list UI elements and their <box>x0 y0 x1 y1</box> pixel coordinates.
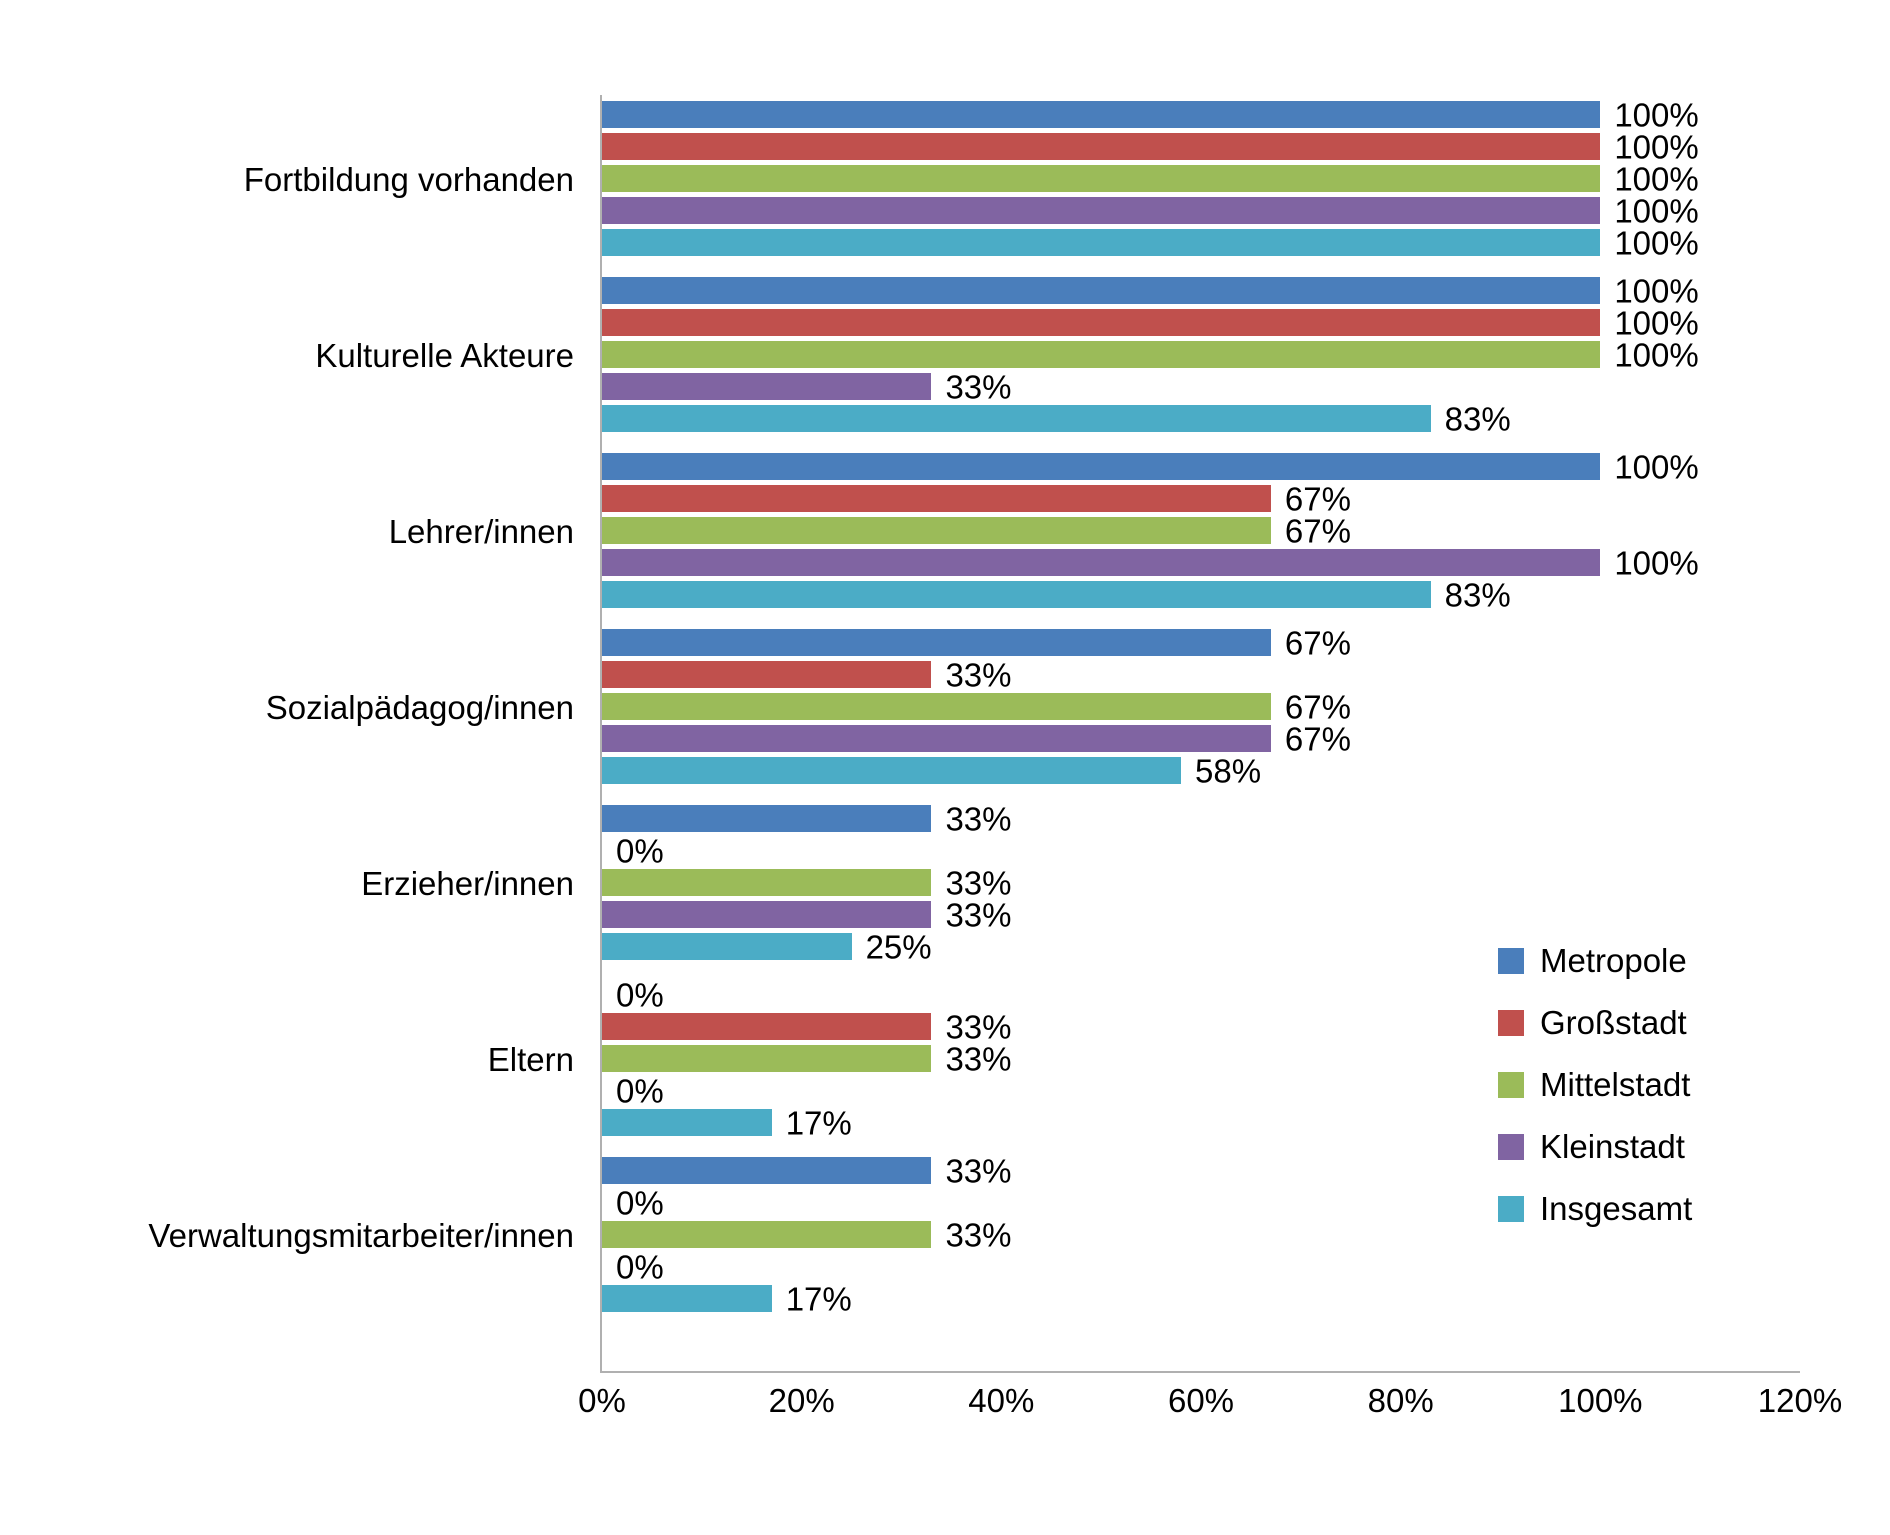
bar-row <box>602 368 1800 405</box>
bar-metropole <box>602 629 1271 656</box>
x-axis-tick-label: 0% <box>578 1382 626 1419</box>
bar-mittelstadt <box>602 165 1600 192</box>
category-label: Kulturelle Akteure <box>315 337 574 374</box>
bar-insgesamt <box>602 229 1600 256</box>
bar-großstadt <box>602 309 1600 336</box>
bar-metropole <box>602 1157 931 1184</box>
category-label: Verwaltungsmitarbeiter/innen <box>148 1217 574 1254</box>
bar-value-label: 67% <box>1284 688 1351 725</box>
bar-row <box>602 480 1800 517</box>
bar-row <box>602 304 1800 341</box>
bar-value-label: 0% <box>616 832 664 869</box>
legend-label: Mittelstadt <box>1540 1066 1691 1103</box>
bar-value-label: 100% <box>1614 128 1699 165</box>
bar-value-label: 100% <box>1614 448 1699 485</box>
x-axis-tick-label: 60% <box>1167 1382 1235 1419</box>
bar-value-label: 33% <box>945 1216 1012 1253</box>
bar-value-label: 0% <box>616 1248 664 1285</box>
bar-metropole <box>602 805 931 832</box>
bar-row <box>602 336 1800 373</box>
category-label: Eltern <box>487 1041 574 1078</box>
bar-value-label: 17% <box>785 1104 852 1141</box>
x-axis-tick-label: 40% <box>968 1382 1035 1419</box>
bar-value-label: 67% <box>1284 720 1351 757</box>
legend-swatch-icon <box>1498 1134 1524 1160</box>
bar-value-label: 100% <box>1614 96 1699 133</box>
bar-value-label: 100% <box>1614 192 1699 229</box>
bar-value-label: 33% <box>945 1152 1012 1189</box>
legend-item-insgesamt[interactable] <box>1498 1178 1692 1240</box>
bar-value-label: 83% <box>1444 400 1511 437</box>
bar-kleinstadt <box>602 373 931 400</box>
bar-row <box>602 688 1800 725</box>
x-axis-tick-label: 80% <box>1367 1382 1434 1419</box>
category-label: Erzieher/innen <box>361 865 574 902</box>
bar-großstadt <box>602 485 1271 512</box>
bar-mittelstadt <box>602 341 1600 368</box>
category-group <box>0 95 1890 271</box>
bar-row <box>602 400 1800 437</box>
legend-label: Großstadt <box>1540 1004 1687 1041</box>
legend-swatch-icon <box>1498 1010 1524 1036</box>
bar-row <box>602 128 1800 165</box>
bar-kleinstadt <box>602 197 1600 224</box>
chart-legend <box>1498 930 1692 1240</box>
bar-metropole <box>602 453 1600 480</box>
bar-mittelstadt <box>602 1221 931 1248</box>
bar-value-label: 33% <box>945 800 1012 837</box>
bar-row <box>602 832 1800 869</box>
bar-insgesamt <box>602 405 1431 432</box>
bar-kleinstadt <box>602 549 1600 576</box>
bar-value-label: 33% <box>945 368 1012 405</box>
bar-value-label: 0% <box>616 976 664 1013</box>
bar-row <box>602 448 1800 485</box>
bar-mittelstadt <box>602 693 1271 720</box>
bar-row <box>602 1248 1800 1285</box>
bar-value-label: 33% <box>945 656 1012 693</box>
bar-value-label: 0% <box>616 1072 664 1109</box>
bar-row <box>602 656 1800 693</box>
bar-value-label: 100% <box>1614 544 1699 581</box>
bar-row <box>602 624 1800 661</box>
bar-value-label: 67% <box>1284 624 1351 661</box>
bar-row <box>602 512 1800 549</box>
bar-row <box>602 896 1800 933</box>
bar-row <box>602 160 1800 197</box>
bar-row <box>602 272 1800 309</box>
legend-swatch-icon <box>1498 1196 1524 1222</box>
x-axis-line <box>600 1371 1800 1373</box>
bar-value-label: 33% <box>945 896 1012 933</box>
bar-mittelstadt <box>602 1045 931 1072</box>
bar-value-label: 33% <box>945 1040 1012 1077</box>
bar-value-label: 67% <box>1284 480 1351 517</box>
category-label: Fortbildung vorhanden <box>243 161 574 198</box>
legend-swatch-icon <box>1498 1072 1524 1098</box>
bar-row <box>602 224 1800 261</box>
legend-item-großstadt[interactable] <box>1498 992 1692 1054</box>
bar-row <box>602 96 1800 133</box>
bar-value-label: 25% <box>865 928 932 965</box>
bar-value-label: 100% <box>1614 160 1699 197</box>
legend-label: Insgesamt <box>1540 1190 1693 1227</box>
legend-swatch-icon <box>1498 948 1524 974</box>
bar-row <box>602 544 1800 581</box>
bar-kleinstadt <box>602 725 1271 752</box>
bar-mittelstadt <box>602 517 1271 544</box>
bar-insgesamt <box>602 1109 772 1136</box>
category-label: Lehrer/innen <box>388 513 574 550</box>
bar-value-label: 100% <box>1614 224 1699 261</box>
category-label: Sozialpädagog/innen <box>265 689 574 726</box>
bar-value-label: 100% <box>1614 336 1699 373</box>
bar-value-label: 100% <box>1614 272 1699 309</box>
bar-großstadt <box>602 1013 931 1040</box>
bar-value-label: 83% <box>1444 576 1511 613</box>
bar-metropole <box>602 101 1600 128</box>
bar-value-label: 33% <box>945 864 1012 901</box>
bar-row <box>602 864 1800 901</box>
category-group <box>0 447 1890 623</box>
bar-value-label: 100% <box>1614 304 1699 341</box>
bar-row <box>602 720 1800 757</box>
bar-row <box>602 800 1800 837</box>
bar-row <box>602 1280 1800 1317</box>
bar-insgesamt <box>602 933 852 960</box>
category-group <box>0 623 1890 799</box>
legend-item-kleinstadt[interactable] <box>1498 1116 1692 1178</box>
legend-item-metropole[interactable] <box>1498 930 1692 992</box>
legend-label: Metropole <box>1540 942 1687 979</box>
bar-mittelstadt <box>602 869 931 896</box>
bar-value-label: 17% <box>785 1280 852 1317</box>
bar-value-label: 0% <box>616 1184 664 1221</box>
x-axis-tick-label: 20% <box>768 1382 835 1419</box>
bar-kleinstadt <box>602 901 931 928</box>
legend-item-mittelstadt[interactable] <box>1498 1054 1692 1116</box>
bar-row <box>602 752 1800 789</box>
bar-großstadt <box>602 133 1600 160</box>
bar-metropole <box>602 277 1600 304</box>
bar-value-label: 67% <box>1284 512 1351 549</box>
bar-insgesamt <box>602 581 1431 608</box>
x-axis-tick-label: 120% <box>1757 1382 1843 1419</box>
bar-value-label: 58% <box>1195 752 1262 789</box>
bar-großstadt <box>602 661 931 688</box>
bar-row <box>602 192 1800 229</box>
bar-insgesamt <box>602 1285 772 1312</box>
bar-value-label: 33% <box>945 1008 1012 1045</box>
category-group <box>0 271 1890 447</box>
legend-label: Kleinstadt <box>1540 1128 1685 1165</box>
bar-row <box>602 576 1800 613</box>
bar-insgesamt <box>602 757 1181 784</box>
x-axis-tick-label: 100% <box>1558 1382 1643 1419</box>
